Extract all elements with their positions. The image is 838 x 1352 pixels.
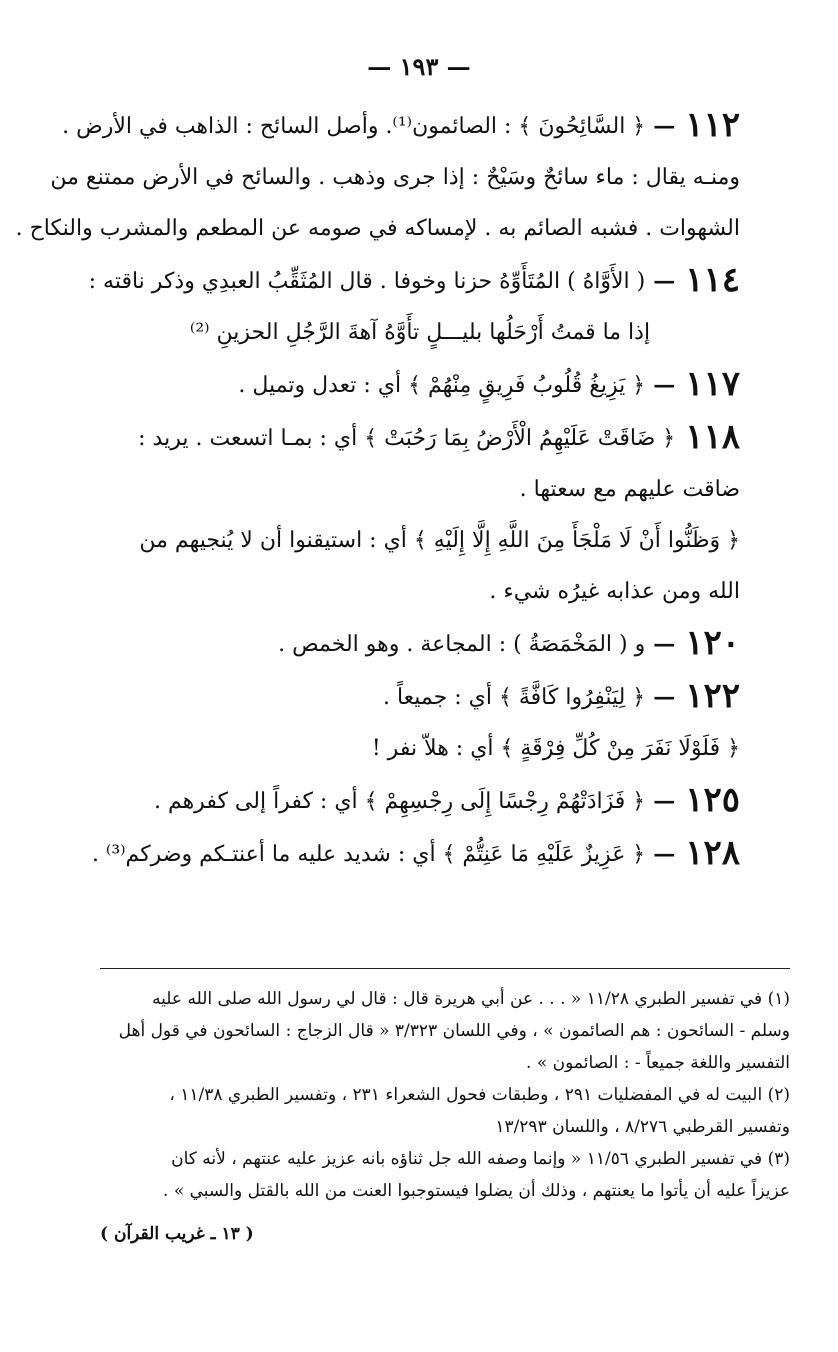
line-text: الشهوات . فشبه الصائم به . لإمساكه في صومه عن المطعم والمشرب والنكاح . xyxy=(15,216,740,241)
line-text: ﴿ السَّائِحُونَ ﴾ : الصائمون⁽¹⁾. وأصل السائح : الذاهب في الأرض . xyxy=(62,114,646,139)
text-line xyxy=(100,734,740,764)
text-line xyxy=(88,260,740,300)
line-text: الله ومن عذابه غيرُه شيء . xyxy=(489,579,740,604)
line-text: ضاقت عليهم مع سعتها . xyxy=(519,477,740,502)
text-line xyxy=(100,780,740,820)
page-number: — ١٩٣ — xyxy=(367,52,471,81)
dash: — xyxy=(653,841,676,867)
footnote-line: (١) في تفسير الطبري ١١/٢٨ « . . . عن أبي هريرة قال : قال لي رسول الله صلى الله عليه xyxy=(152,989,790,1009)
footnote-line: التفسير واللغة جميعاً - : الصائمون » . xyxy=(526,1053,790,1073)
verse-number: ١٢٢ xyxy=(685,676,740,716)
verse-number: ١٢٠ xyxy=(685,623,740,663)
text-line xyxy=(100,676,740,716)
footnote-line: (٣) في تفسير الطبري ١١/٥٦ « وإنما وصفه الله جل ثناؤه بانه عزيز عليه عنتهم ، لأنه كان xyxy=(171,1149,790,1169)
line-text: ﴿ فَلَوْلَا نَفَرَ مِنْ كُلِّ فِرْقَةٍ ﴾ أي : هلاّ نفر ! xyxy=(371,736,740,761)
verse-number: ١١٢ xyxy=(685,105,740,145)
line-text: ﴿ لِيَنْفِرُوا كَافَّةً ﴾ أي : جميعاً . xyxy=(382,685,646,710)
text-line xyxy=(100,577,740,607)
verse-number: ١١٤ xyxy=(685,260,740,300)
footnote-line: وتفسير القرطبي ٨/٢٧٦ ، واللسان ١٣/٢٩٣ xyxy=(495,1117,790,1137)
line-text: و ( المَخْمَصَةُ ) : المجاعة . وهو الخمص . xyxy=(278,632,646,657)
text-line xyxy=(50,163,740,193)
dash: — xyxy=(653,788,676,814)
dash: — xyxy=(653,113,676,139)
text-line xyxy=(100,417,740,457)
text-line xyxy=(91,833,740,873)
dash: — xyxy=(653,268,676,294)
line-text: ﴿ وَظَنُّوا أَنْ لَا مَلْجَأَ مِنَ اللَّهِ إِلَّا إِلَيْهِ ﴾ أي : استيقنوا أن لا يُنجيهم من xyxy=(139,528,740,553)
footnote-line: وسلم - السائحون : هم الصائمون » ، وفي اللسان ٣/٣٢٣ « قال الزجاج : السائحون في قول أهل xyxy=(118,1021,790,1041)
line-text: ومنـه يقال : ماء سائحٌ وسَيْحٌ : إذا جرى وذهب . والسائح في الأرض ممتنع من xyxy=(50,165,740,190)
text-line xyxy=(100,364,740,404)
verse-number: ١٢٥ xyxy=(685,780,740,820)
text-line xyxy=(100,526,740,556)
dash: — xyxy=(653,631,676,657)
footnotes xyxy=(100,985,790,1209)
dash: — xyxy=(653,372,676,398)
footnote-line: عزيزاً عليه أن يأتوا ما يعنتهم ، وذلك أن يضلوا فيستوجبوا العنت من الله بالقتل والسبي » . xyxy=(163,1181,790,1201)
main-text xyxy=(15,105,740,891)
poetry-line xyxy=(100,318,740,348)
signature-mark: ( ١٣ ـ غريب القرآن ) xyxy=(100,1224,254,1244)
verse-number: ١١٨ xyxy=(685,417,740,457)
line-text: ﴿ ضَاقَتْ عَلَيْهِمُ الْأَرْضُ بِمَا رَحُبَتْ ﴾ أي : بمـا اتسعت . يريد : xyxy=(138,426,676,451)
footnote-separator xyxy=(100,968,790,969)
text-line xyxy=(62,105,740,145)
dash: — xyxy=(653,684,676,710)
footnote-line: (٢) البيت له في المفضليات ٢٩١ ، وطبقات فحول الشعراء ٢٣١ ، وتفسير الطبري ١١/٣٨ ، xyxy=(169,1085,790,1105)
text-line xyxy=(15,214,740,244)
verse-number: ١١٧ xyxy=(685,364,740,404)
text-line xyxy=(100,623,740,663)
verse-number: ١٢٨ xyxy=(685,833,740,873)
line-text: ﴿ عَزِيزٌ عَلَيْهِ مَا عَنِتُّمْ ﴾ أي : شديد عليه ما أعنتـكم وضركم⁽³⁾ . xyxy=(91,842,646,867)
line-text: إذا ما قمتُ أَرْحَلُها بليـــلٍ تأَوَّهُ آهةَ الرَّجُلِ الحزينِ ⁽²⁾ xyxy=(189,320,651,345)
text-line xyxy=(100,475,740,505)
line-text: ﴿ يَزِيغُ قُلُوبُ فَرِيقٍ مِنْهُمْ ﴾ أي : تعدل وتميل . xyxy=(238,373,646,398)
line-text: ( الأَوَّاهُ ) المُتَأَوِّهُ حزنا وخوفا . قال المُثَقِّبُ العبدِي وذكر ناقته : xyxy=(88,269,646,294)
line-text: ﴿ فَزَادَتْهُمْ رِجْسًا إِلَى رِجْسِهِمْ ﴾ أي : كفراً إلى كفرهم . xyxy=(153,789,646,814)
